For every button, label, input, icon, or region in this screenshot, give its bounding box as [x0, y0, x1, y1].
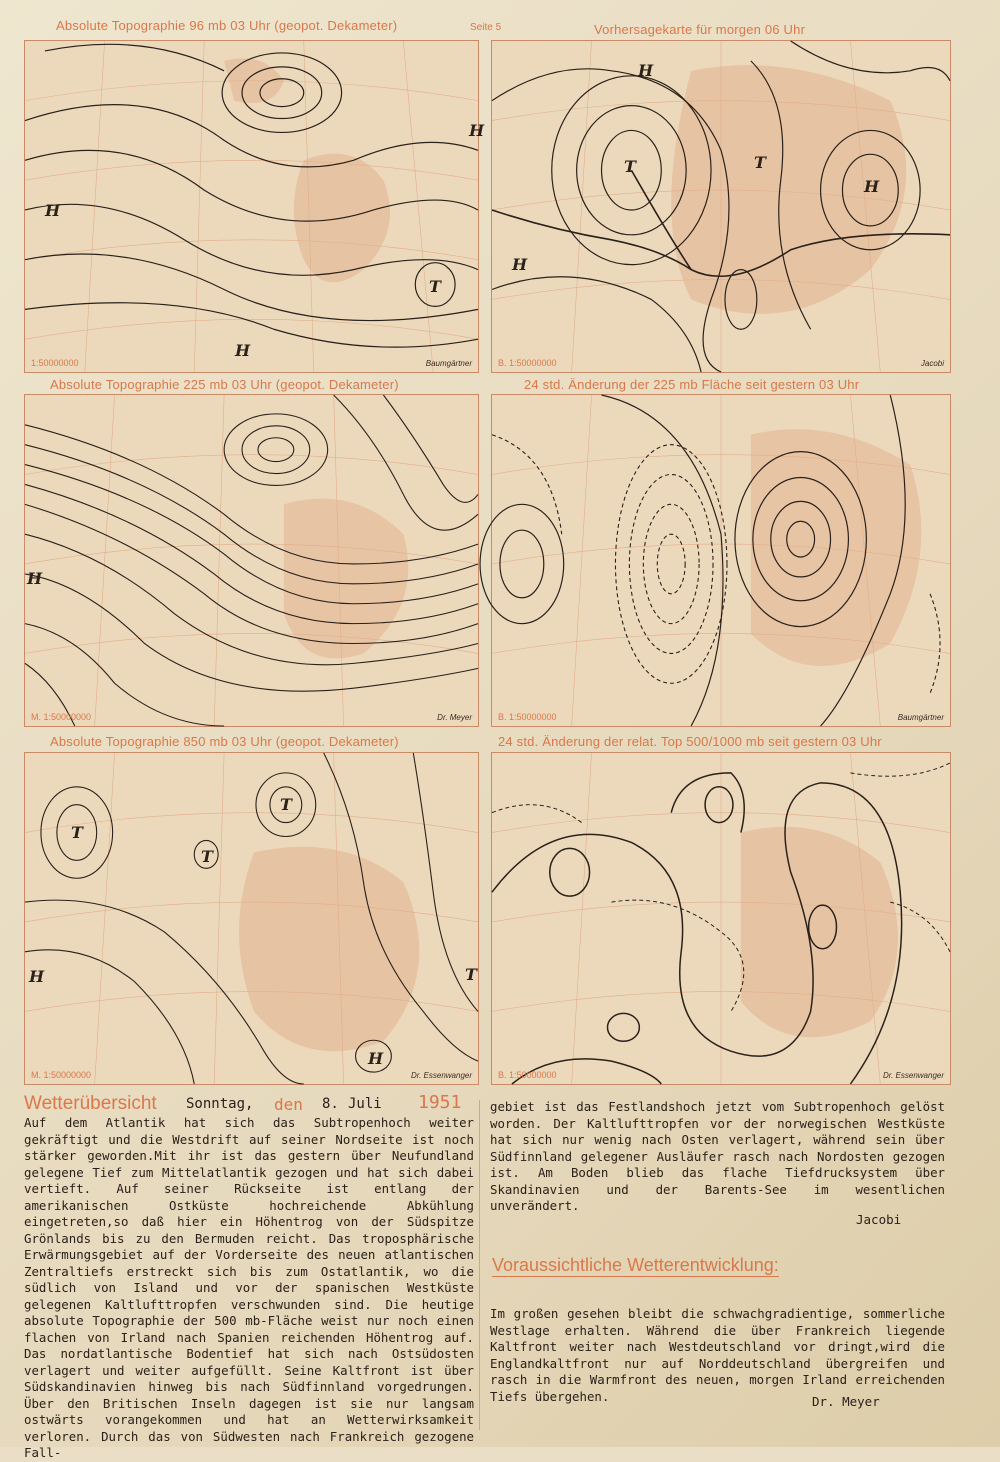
overview-right-text: gebiet ist das Festlandshoch jetzt vom Subtropenhoch gelöst worden. Der Kaltlufttropfen vor der norwegischen Westküste hat sich nur wenig nach Osten verlagert, während sein über Südfinnland gelegener Ausläufer rasch nach Nordosten gezogen ist. Am Boden blieb das flache Tiefdrucksystem über Skandinavien und der Barents-See im wesentlichen unverändert.: [490, 1099, 945, 1213]
high-pressure-symbol: H: [512, 255, 528, 274]
map-relat-top: [491, 752, 951, 1085]
high-pressure-symbol: H: [45, 201, 61, 220]
map-title-225mb-change: 24 std. Änderung der 225 mb Fläche seit gestern 03 Uhr: [524, 377, 860, 392]
low-pressure-symbol: T: [754, 153, 766, 172]
map-author: Baumgärtner: [425, 359, 472, 368]
map-title-96mb: Absolute Topographie 96 mb 03 Uhr (geopot. Dekameter): [56, 18, 398, 33]
map-author: Dr. Essenwanger: [410, 1071, 472, 1080]
map-850mb: [24, 752, 479, 1085]
map-author: Jacobi: [920, 359, 944, 368]
overview-signature: Jacobi: [856, 1212, 902, 1227]
map-scale: M. 1:50000000: [31, 1070, 92, 1080]
isoline-chart-225mb-change: [492, 395, 950, 726]
high-pressure-symbol: H: [469, 121, 485, 140]
isoline-chart-relat-top: [492, 753, 950, 1084]
map-title-225mb: Absolute Topographie 225 mb 03 Uhr (geopot. Dekameter): [50, 377, 399, 392]
low-pressure-symbol: T: [465, 965, 477, 984]
isoline-chart-850mb: [25, 753, 478, 1084]
overview-month: Juli: [348, 1096, 382, 1112]
map-title-relat-top: 24 std. Änderung der relat. Top 500/1000 mb seit gestern 03 Uhr: [498, 734, 882, 749]
isoline-chart-225mb: [25, 395, 478, 726]
forecast-text: Im großen gesehen bleibt die schwachgradientige, sommerliche Westlage erhalten. Während die über Frankreich liegende Kaltfront weiter nach Westdeutschland vor dringt,wird die Englandkaltfront nur auf Norddeutschland übergreifen und rasch in die Warmfront des neuen, morgen Irland erreichenden Tiefs übergehen.: [490, 1306, 945, 1404]
map-scale: B. 1:50000000: [498, 712, 557, 722]
map-96mb: [24, 40, 485, 373]
map-scale: B. 1:50000000: [498, 358, 557, 368]
map-scale: B. 1:50000000: [498, 1070, 557, 1080]
map-225mb-change: [491, 394, 951, 727]
map-title-850mb: Absolute Topographie 850 mb 03 Uhr (geopot. Dekameter): [50, 734, 399, 749]
overview-right-column: [490, 1099, 945, 1215]
high-pressure-symbol: H: [864, 177, 880, 196]
low-pressure-symbol: T: [201, 847, 213, 866]
forecast-title: Voraussichtliche Wetterentwicklung:: [492, 1255, 779, 1275]
isoline-chart-forecast: [492, 41, 950, 372]
map-forecast: [491, 40, 951, 373]
overview-weekday: Sonntag,: [186, 1096, 254, 1112]
high-pressure-symbol: H: [235, 341, 251, 360]
column-divider: [479, 1100, 480, 1430]
overview-left-column: [24, 1115, 474, 1462]
low-pressure-symbol: T: [429, 277, 441, 296]
high-pressure-symbol: H: [368, 1049, 384, 1068]
overview-day-number: 8.: [322, 1096, 339, 1112]
high-pressure-symbol: H: [27, 569, 43, 588]
map-title-forecast: Vorhersagekarte für morgen 06 Uhr: [594, 22, 806, 37]
map-author: Baumgärtner: [897, 713, 944, 722]
map-scale: 1:50000000: [31, 358, 79, 368]
overview-den: den: [274, 1095, 303, 1114]
low-pressure-symbol: T: [71, 823, 83, 842]
forecast-signature: Dr. Meyer: [812, 1394, 880, 1409]
high-pressure-symbol: H: [638, 61, 654, 80]
low-pressure-symbol: T: [280, 795, 292, 814]
overview-title: Wetterübersicht: [24, 1093, 157, 1114]
high-pressure-symbol: H: [29, 967, 45, 986]
overview-left-text: Auf dem Atlantik hat sich das Subtropenhoch weiter gekräftigt und die Westdrift auf seiner Nordseite ist noch stärker geworden.Mit ihr ist das gestern über Neufundland gelegene Tief zum Mittelatlantik gezogen und hat sich dabei vertieft. Auf seiner Rückseite ist entlang der amerikanischen Ostküste hochreichende Abkühlung eingetreten,so daß hier ein Höhentrog von der Südspitze Grönlands bis zu den Bermuden reicht. Das troposphärische Erwärmungsgebiet auf der Vorderseite des neuen atlantischen Zentraltiefs erstreckt sich bis zum Ostatlantik, wo die südlich von Island und vor der spanischen Westküste gelegenen Kaltlufttropfen verschwunden sind. Die heutige absolute Topographie der 500 mb-Fläche weist nur noch einen flachen von Irland nach Spanien reichenden Höhentrog auf. Das nordatlantische Bodentief hat sich nach Ostsüdosten verlagert und weiter aufgefüllt. Seine Kaltfront ist über Südskandinavien hinweg bis nach Südfinnland vorgedrungen. Über den Britischen Inseln dagegen ist sie nur langsam ostwärts vorangekommen und hat an Wetterwirksamkeit verloren. Durch das von Südwesten nach Frankreich gezogene Fall-: [24, 1115, 474, 1460]
map-author: Dr. Essenwanger: [882, 1071, 944, 1080]
isoline-chart-96mb: [25, 41, 478, 372]
overview-year: 1951: [418, 1092, 462, 1113]
map-scale: M. 1:50000000: [31, 712, 92, 722]
low-pressure-symbol: T: [624, 157, 636, 176]
map-author: Dr. Meyer: [437, 713, 472, 722]
forecast-column: [490, 1306, 945, 1405]
map-225mb: [24, 394, 479, 727]
page-number: Seite 5: [470, 22, 502, 33]
